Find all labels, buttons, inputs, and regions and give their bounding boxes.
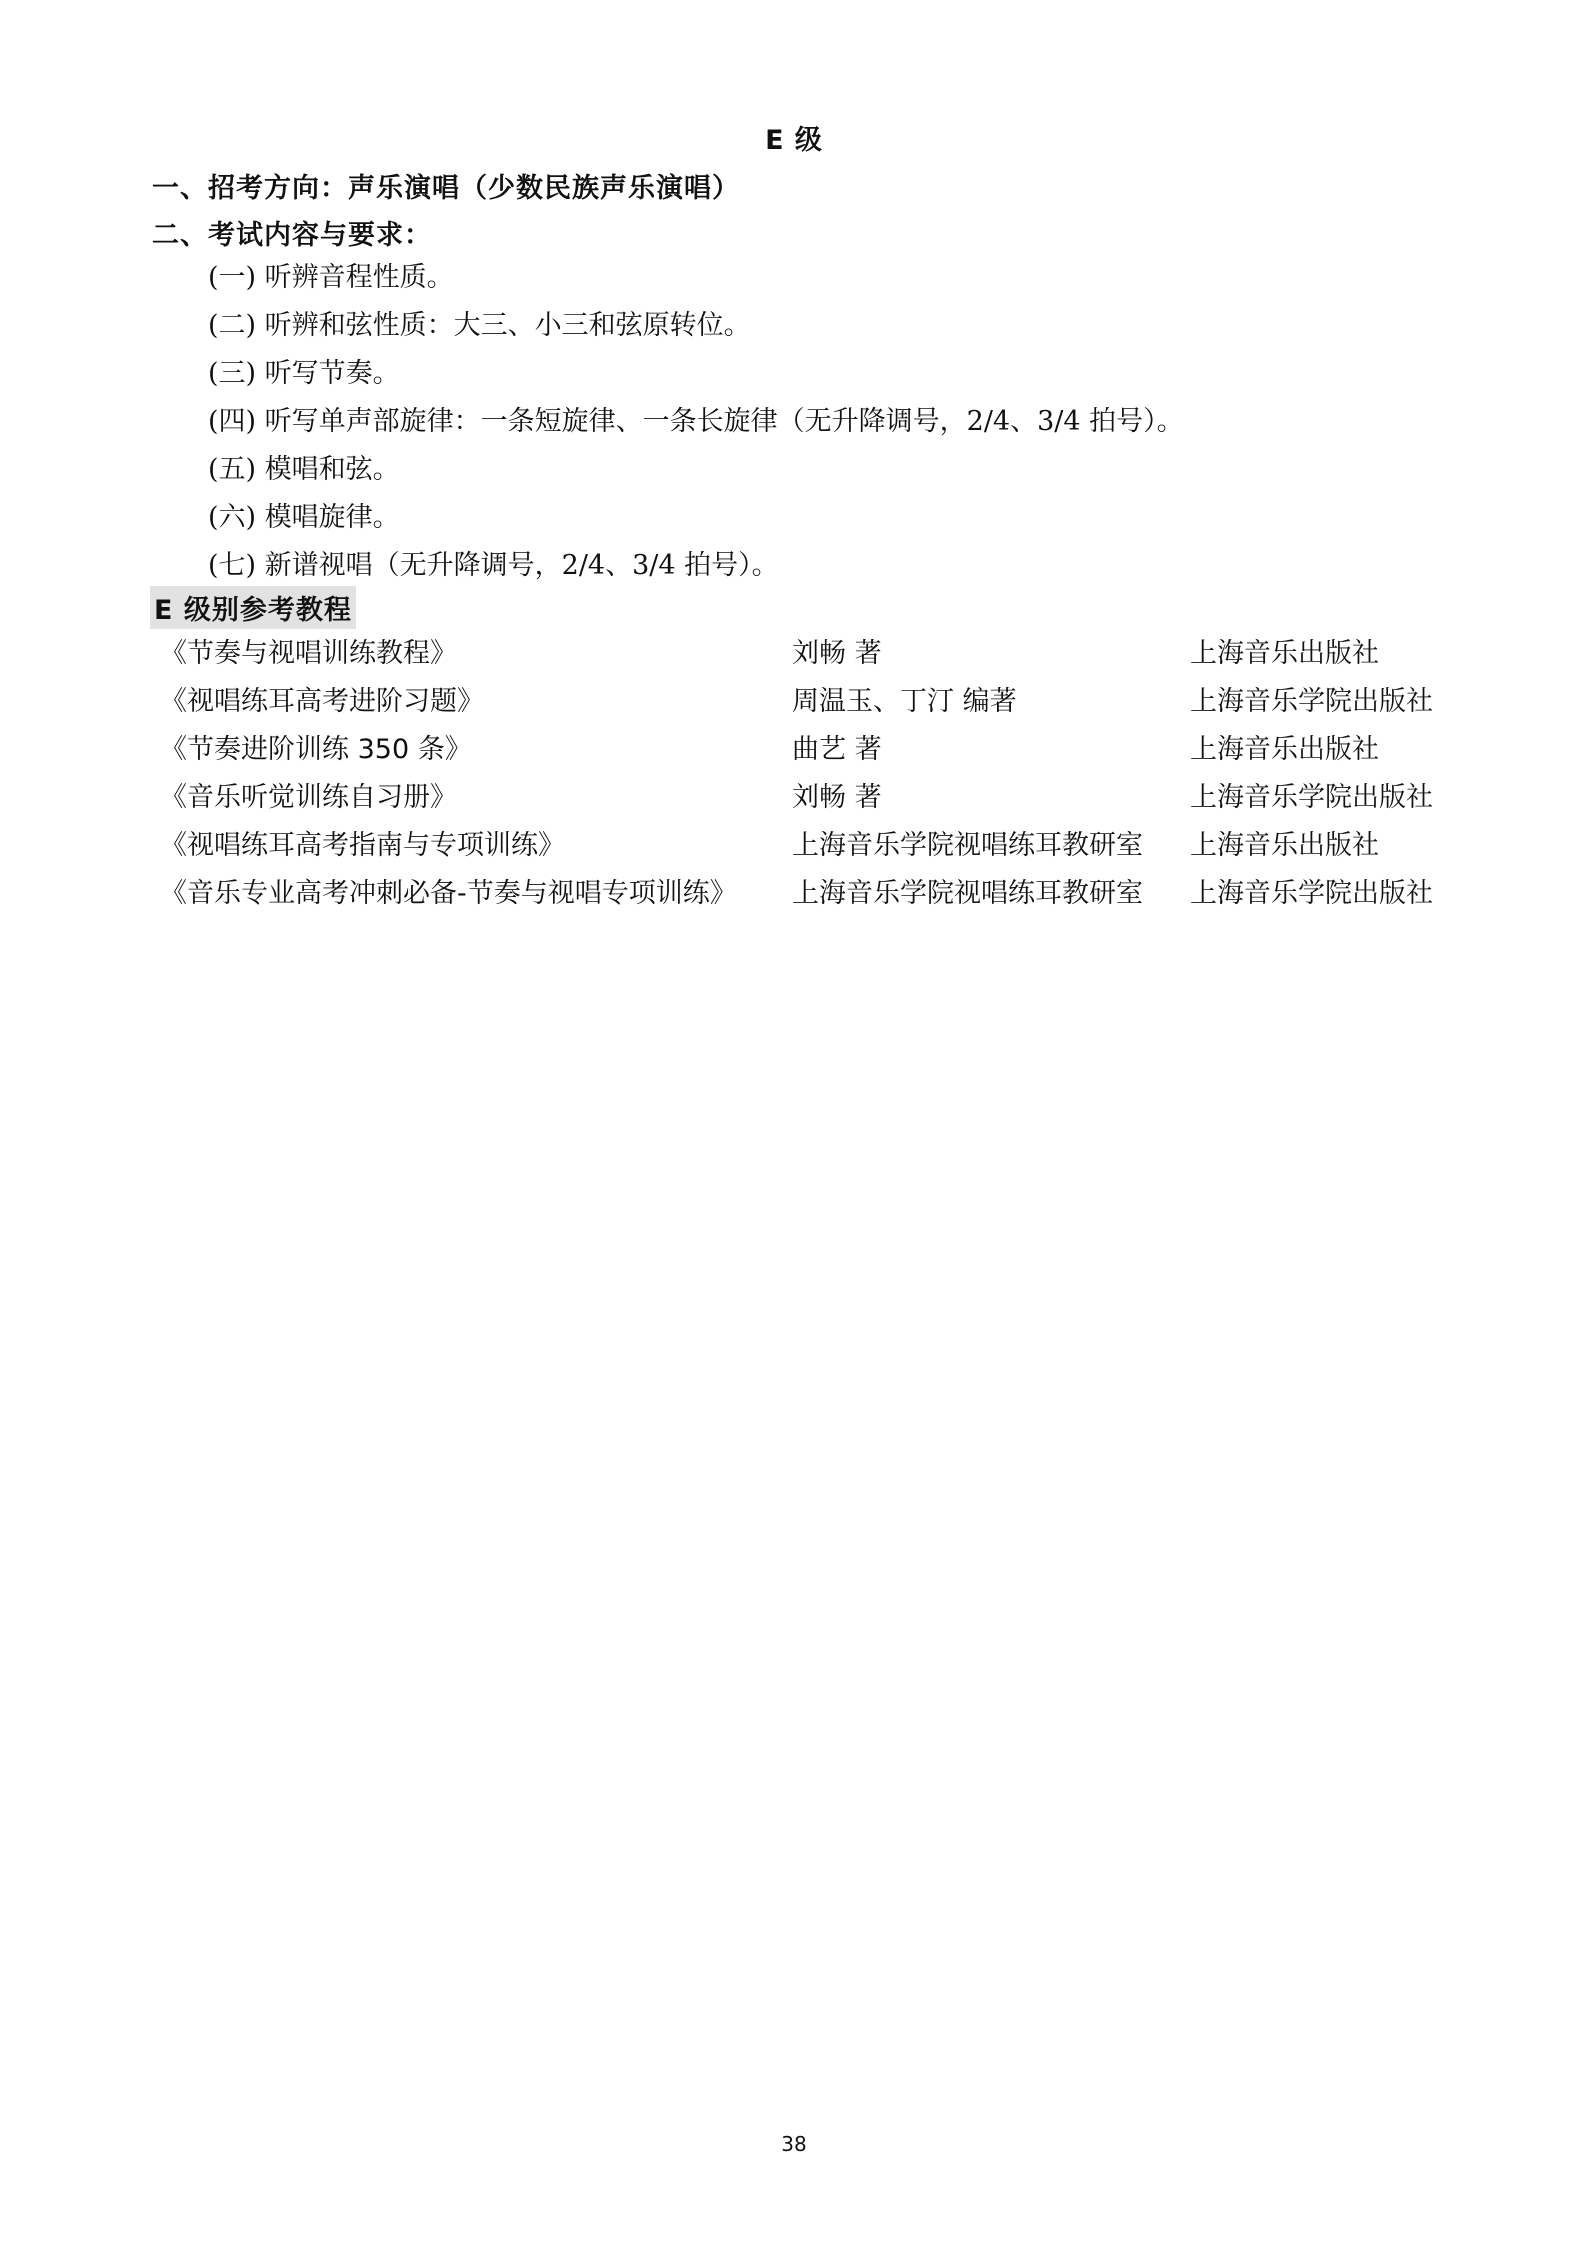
- requirement-item: (六) 模唱旋律。: [208, 502, 400, 533]
- page-title: E 级: [765, 125, 823, 156]
- reference-book-title: 《节奏与视唱训练教程》: [160, 638, 457, 669]
- reference-book-title: 《视唱练耳高考指南与专项训练》: [160, 830, 565, 861]
- reference-publisher: 上海音乐出版社: [1190, 638, 1379, 669]
- reference-row: [160, 870, 1460, 918]
- reference-book-title: 《节奏进阶训练 350 条》: [160, 734, 472, 765]
- reference-book-title: 《视唱练耳高考进阶习题》: [160, 686, 484, 717]
- reference-publisher: 上海音乐出版社: [1190, 830, 1379, 861]
- section-heading-direction: 一、招考方向：声乐演唱（少数民族声乐演唱）: [152, 173, 740, 204]
- reference-row: [160, 678, 1460, 726]
- requirement-item: (七) 新谱视唱（无升降调号，2/4、3/4 拍号）。: [208, 550, 779, 581]
- requirement-item: (五) 模唱和弦。: [208, 454, 400, 485]
- section-heading-content: 二、考试内容与要求：: [152, 220, 432, 251]
- reference-publisher: 上海音乐出版社: [1190, 734, 1379, 765]
- reference-book-title: 《音乐听觉训练自习册》: [160, 782, 457, 813]
- requirement-item: (三) 听写节奏。: [208, 358, 400, 389]
- reference-author: 曲艺 著: [792, 734, 882, 765]
- reference-book-title: 《音乐专业高考冲刺必备-节奏与视唱专项训练》: [160, 878, 737, 909]
- reference-publisher: 上海音乐学院出版社: [1190, 878, 1433, 909]
- reference-publisher: 上海音乐学院出版社: [1190, 686, 1433, 717]
- references-heading: E 级别参考教程: [150, 586, 356, 629]
- reference-row: [160, 822, 1460, 870]
- reference-row: [160, 774, 1460, 822]
- page-number: 38: [781, 2132, 807, 2156]
- reference-row: [160, 726, 1460, 774]
- reference-row: [160, 630, 1460, 678]
- reference-author: 上海音乐学院视唱练耳教研室: [792, 830, 1143, 861]
- requirements-list: [208, 254, 1184, 590]
- requirement-item: (二) 听辨和弦性质：大三、小三和弦原转位。: [208, 310, 751, 341]
- reference-author: 周温玉、丁汀 编著: [792, 686, 1017, 717]
- reference-publisher: 上海音乐学院出版社: [1190, 782, 1433, 813]
- reference-author: 刘畅 著: [792, 638, 882, 669]
- requirement-item: (四) 听写单声部旋律：一条短旋律、一条长旋律（无升降调号，2/4、3/4 拍号）。: [208, 406, 1184, 437]
- reference-author: 上海音乐学院视唱练耳教研室: [792, 878, 1143, 909]
- reference-author: 刘畅 著: [792, 782, 882, 813]
- references-table: [160, 630, 1460, 918]
- requirement-item: (一) 听辨音程性质。: [208, 262, 454, 293]
